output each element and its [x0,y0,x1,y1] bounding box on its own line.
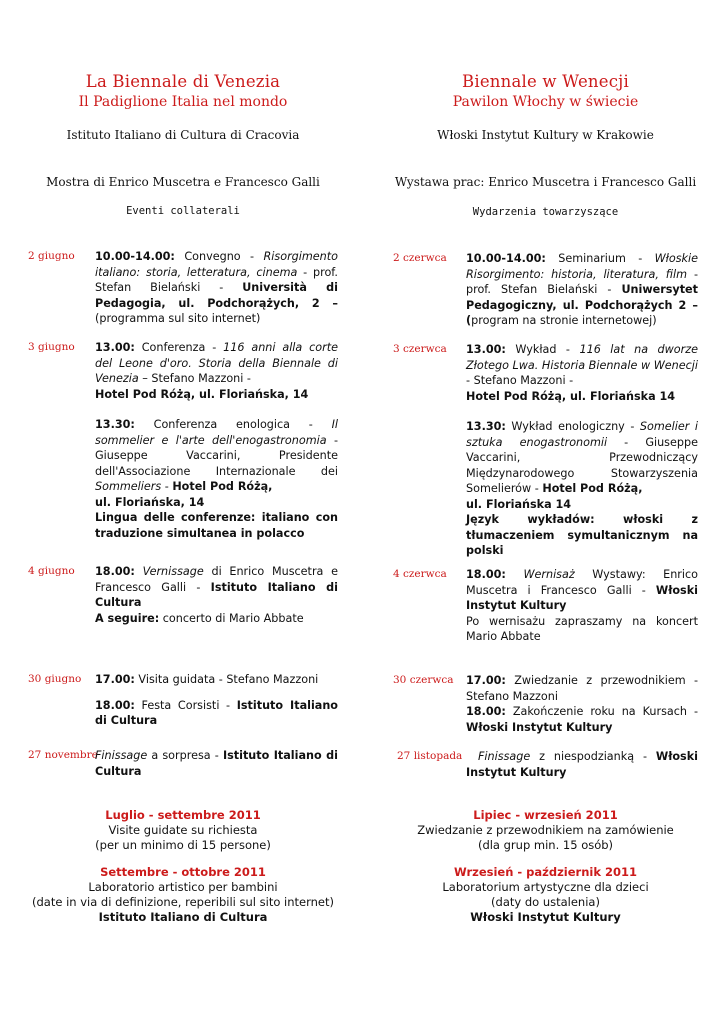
event-title: Somelier i sztuka enogastronomii [466,420,699,449]
event-date: 2 giugno [28,250,75,262]
event-text: A seguire: [95,611,160,625]
event-title: Finissage [95,749,148,762]
page-subtitle: Pawilon Włochy w świecie [452,94,639,110]
event-body [95,340,338,541]
footer-heading: Luglio - settembre 2011 [105,808,261,822]
event-text: z niespodzianką - [530,750,656,763]
event-text: Po wernisażu zapraszamy na koncert Mario Abbate [466,614,698,643]
event-venue: Hotel Pod Różą, ul. Floriańska, 14 [95,387,309,401]
footer-line: Zwiedzanie z przewodnikiem na zamówienie [417,823,674,837]
event-date: 4 giugno [28,565,75,577]
event-body [466,673,698,735]
event-venue: Hotel Pod Różą, [542,482,643,495]
event-text: Wykład enologiczny - [505,420,640,433]
event-venue: Istituto Italiano di Cultura [95,749,338,778]
event-text: Sommeliers [95,480,162,493]
event-time: 13.30: [466,420,506,433]
event-date: 30 czerwca [393,674,454,686]
event-body [466,251,698,329]
footer-info [28,808,338,925]
collateral-heading: Wydarzenia towarzyszące [472,206,619,218]
event-time: 10.00-14.00: [95,250,175,263]
footer-line: (date in via di definizione, reperibili sul sito internet) [32,895,334,909]
event-text: Conferenza enologica - [134,418,332,431]
event-text: Convegno - [174,250,264,263]
footer-line: (daty do ustalenia) [491,895,600,909]
event-text: - Giuseppe Vaccarini, Przewodniczący Międzynarodowego Stowarzyszenia Somelierów - [466,435,698,495]
event-venue: Università di Pedagogia, ul. Podchorążych, 2 – [95,281,338,310]
event-venue: Uniwersytet Pedagogiczny, ul. Podchorążych 2 – ( [466,283,698,327]
institute-name: Włoski Instytut Kultury w Krakowie [437,128,654,142]
event-title: 116 lat na dworze Złotego Lwa. Historia Biennale w Wenecji [466,343,698,372]
event-text: - Giuseppe Vaccarini, Presidente dell'Associazione Internazionale dei [95,433,338,478]
event-body [466,342,698,559]
event-time: 13.00: [95,341,135,354]
event-date: 3 giugno [28,341,75,353]
event-text: a sorpresa - [147,749,223,762]
event-venue: Istituto Italiano di Cultura [95,580,338,609]
event-text: (programma sul sito internet) [95,312,261,325]
event-body [95,249,338,327]
event-date: 27 novembre [28,749,98,761]
footer-line: Laboratorium artystyczne dla dzieci [442,880,649,894]
event-text: - prof. Stefan Bielański - [466,267,699,296]
event-title: Vernissage [142,565,204,578]
event-text: Festa Corsisti - [134,698,237,712]
footer-heading: Lipiec - wrzesień 2011 [473,808,618,822]
page-subtitle: Il Padiglione Italia nel mondo [78,94,288,110]
event-body [95,672,338,729]
event-text: Conferenza - [134,341,224,354]
footer-line: (dla grup min. 15 osób) [477,838,614,852]
event-venue: Włoski Instytut Kultury [466,720,613,734]
event-text: Visita guidata - Stefano Mazzoni [134,673,319,686]
collateral-heading: Eventi collaterali [126,205,240,217]
footer-institute: Włoski Instytut Kultury [470,910,621,924]
event-language: Język wykładów: włoski z tłumaczeniem symultanicznym na polski [466,513,698,557]
event-venue: Włoski Instytut Kultury [466,583,698,612]
event-date: 4 czerwca [393,568,447,580]
event-time: 18.00: [95,565,135,578]
event-text: program na stronie internetowej) [471,314,657,327]
footer-heading: Wrzesień - październik 2011 [453,865,637,879]
event-text: Zakończenie roku na Kursach - [505,705,698,718]
event-time: 13.30: [95,418,135,431]
event-venue: ul. Floriańska 14 [466,497,572,511]
event-body [466,567,698,645]
event-time: 18.00: [466,568,506,581]
event-text: Wykład - [505,343,580,356]
event-time: 17.00: [95,673,135,686]
event-title: Il sommelier e l'arte dell'enogastronomia [95,418,338,447]
event-venue: Włoski Instytut Kultury [466,750,698,779]
event-text: di Enrico Muscetra e Francesco Galli - [95,565,338,594]
event-text: Seminarium - [545,252,655,265]
page-title: La Biennale di Venezia [85,72,281,91]
event-time: 18.00: [466,705,506,718]
event-venue: ul. Floriańska, 14 [95,495,205,509]
event-body [95,564,338,626]
event-text: - [161,480,173,493]
exhibition-title: Mostra di Enrico Muscetra e Francesco Galli [46,175,320,189]
event-text: Zwiedzanie z przewodnikiem - Stefano Mazzoni [466,674,698,703]
footer-line: (per un minimo di 15 persone) [95,838,271,852]
event-time: 13.00: [466,343,506,356]
footer-line: Laboratorio artistico per bambini [88,880,278,894]
exhibition-title: Wystawa prac: Enrico Muscetra i Francesco Galli [394,175,697,189]
event-body [466,749,698,780]
event-title: Włoskie Risorgimento: historia, literatura, film [466,252,698,281]
institute-name: Istituto Italiano di Cultura di Cracovia [66,128,300,142]
event-date: 3 czerwca [393,343,447,355]
event-text: - prof. Stefan Bielański - [95,265,338,294]
event-time: 10.00-14.00: [466,252,546,265]
event-date: 2 czerwca [393,252,447,264]
event-text: - Stefano Mazzoni - [466,374,574,387]
page-title: Biennale w Wenecji [462,72,629,91]
event-text: – Stefano Mazzoni - [138,372,251,385]
event-time: 17.00: [466,674,506,687]
event-title: 116 anni alla corte del Leone d'oro. Storia della Biennale di Venezia [95,341,338,385]
event-language: Lingua delle conferenze: italiano con traduzione simultanea in polacco [95,511,338,540]
event-time: 18.00: [95,698,135,712]
footer-info [393,808,698,925]
event-date: 30 giugno [28,673,82,685]
footer-institute: Istituto Italiano di Cultura [98,910,268,924]
footer-heading: Settembre - ottobre 2011 [100,865,266,879]
event-venue: Hotel Pod Różą, ul. Floriańska 14 [466,389,676,403]
event-venue: Istituto Italiano di Cultura [95,698,338,727]
event-title: Finissage [478,750,531,763]
event-date: 27 listopada [397,750,463,762]
event-text: Wystawy: Enrico Muscetra i Francesco Galli - [466,568,698,597]
event-venue: Hotel Pod Różą, [172,480,273,493]
event-text: concerto di Mario Abbate [159,611,304,625]
event-body [95,748,338,779]
footer-line: Visite guidate su richiesta [108,823,258,837]
event-title: Risorgimento italiano: storia, letteratura, cinema [95,250,338,279]
event-title: Wernisaż [523,568,575,581]
